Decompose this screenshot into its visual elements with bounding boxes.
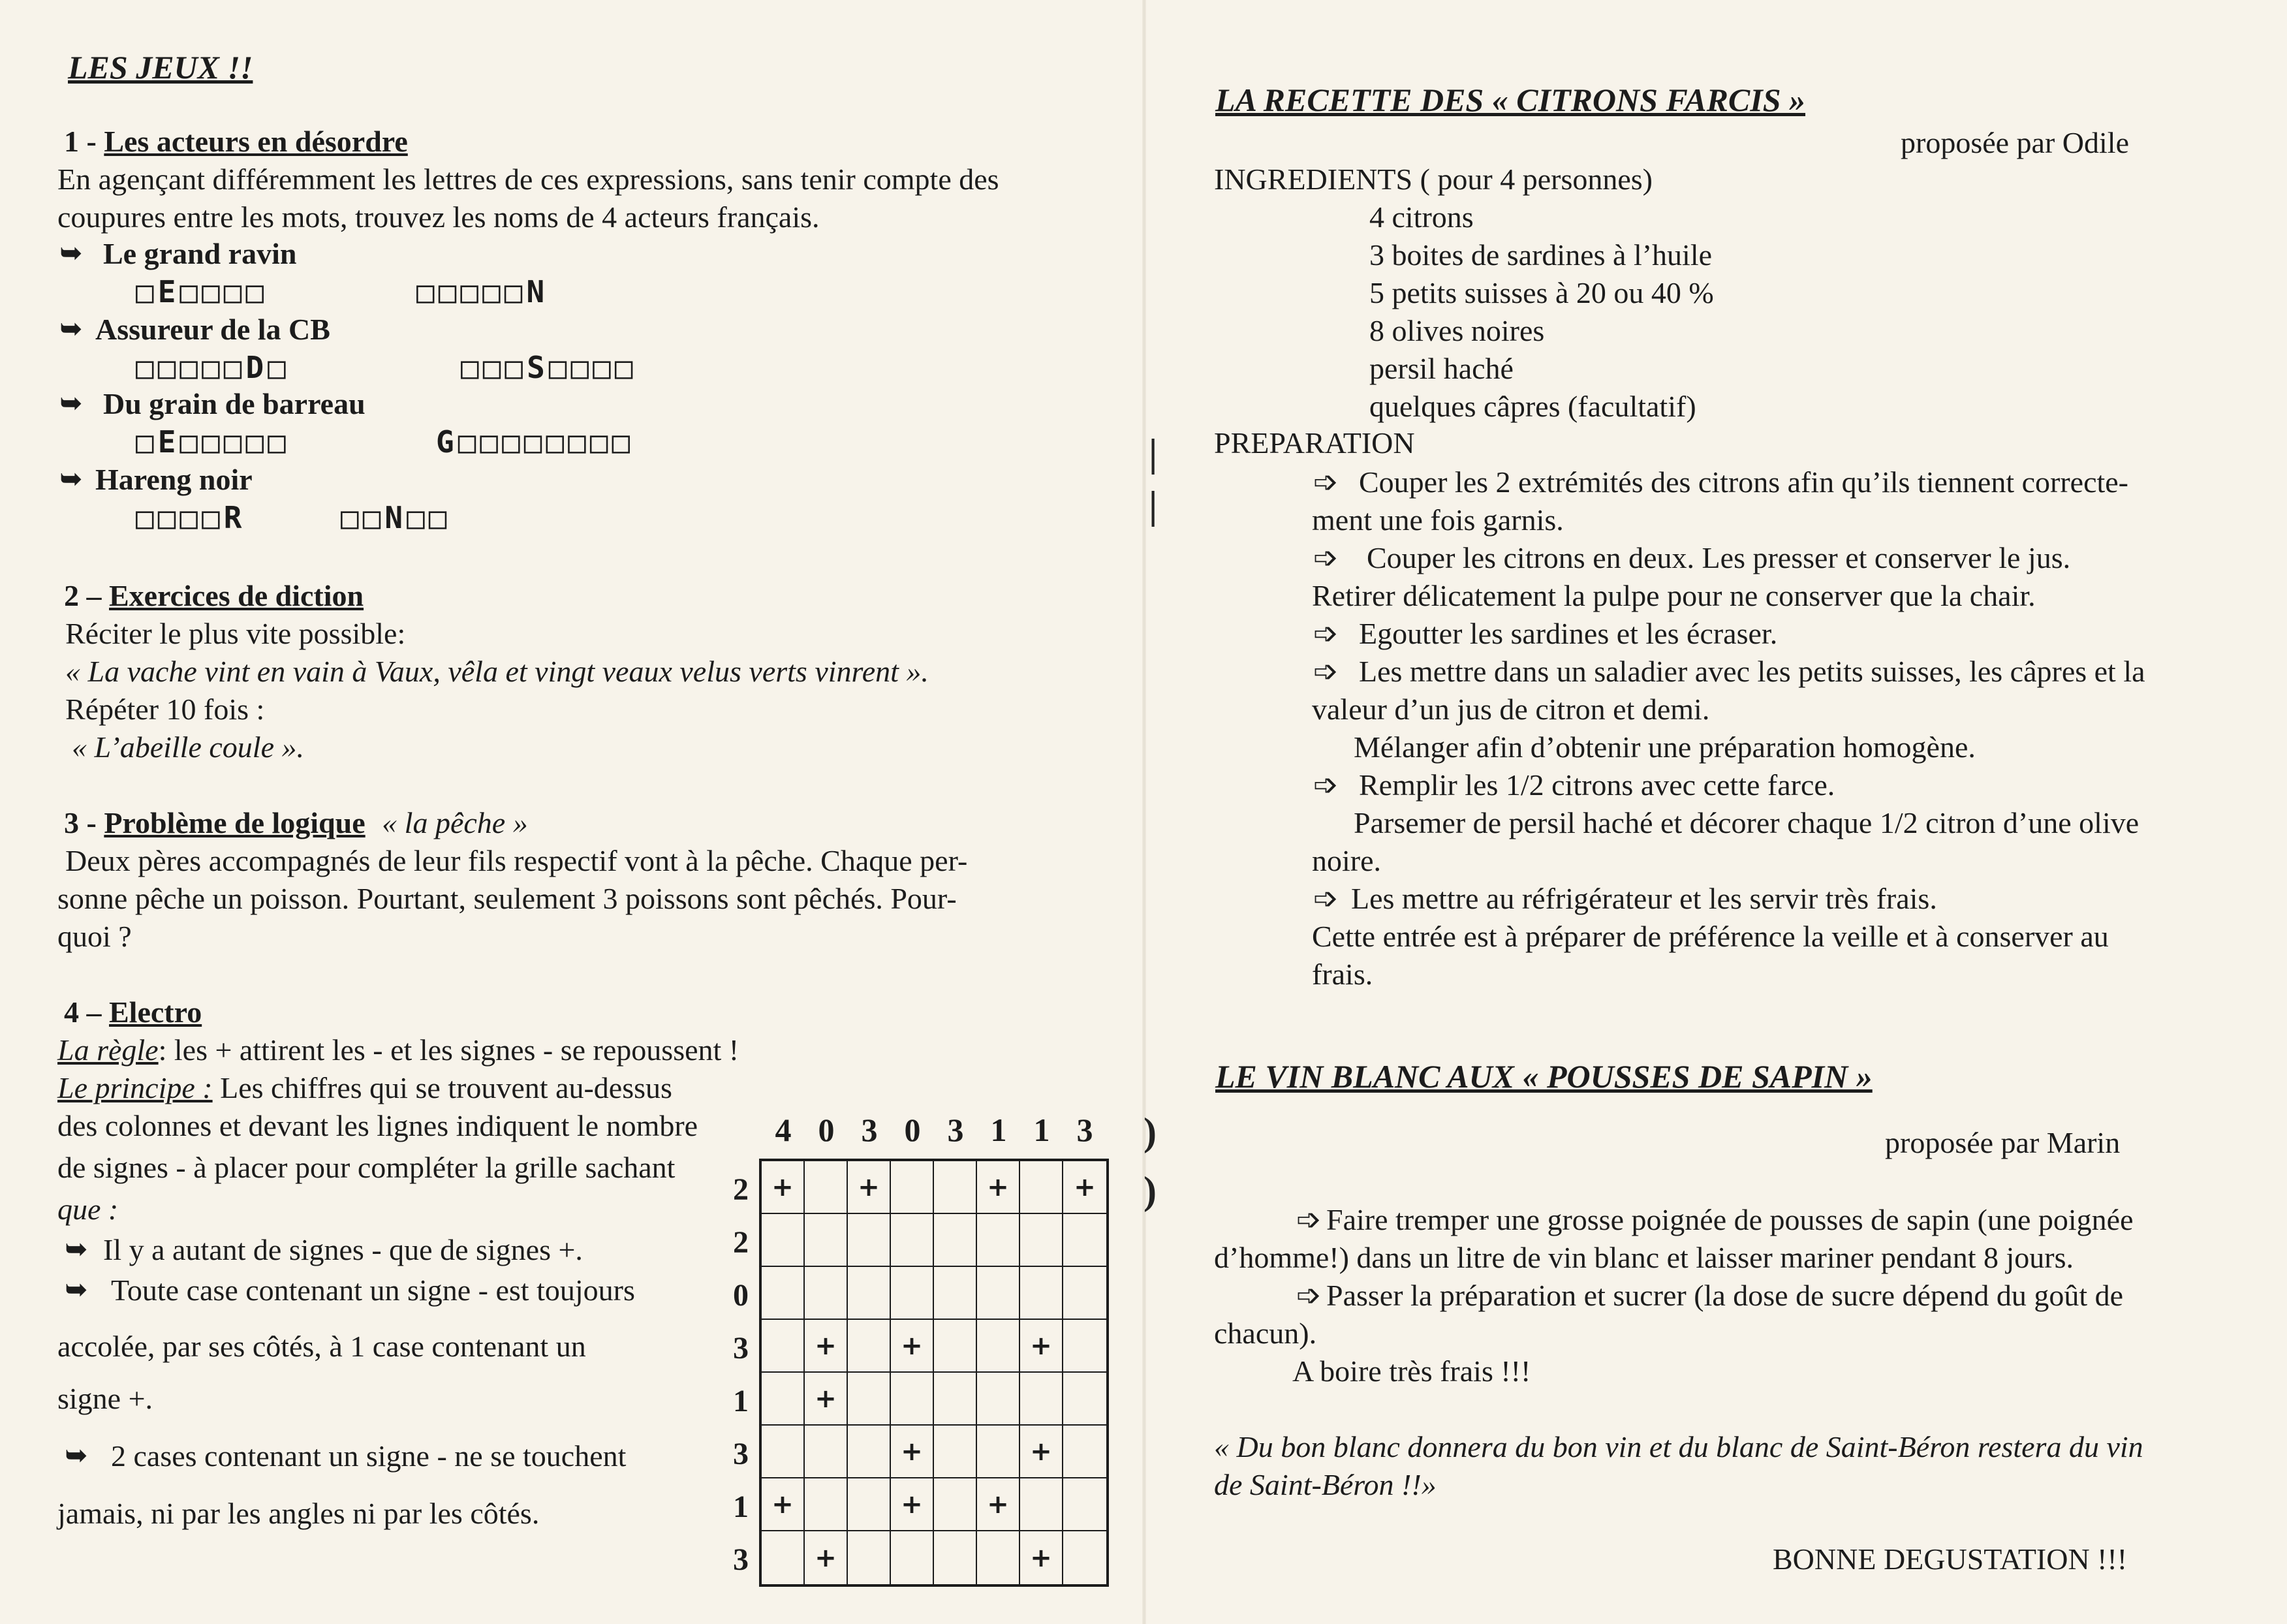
game2-tongue-twister: « La vache vint en vain à Vaux, vêla et vingt veaux velus verts vinrent ». [65,655,929,688]
recipe2-quote-line2: de Saint-Béron !!» [1214,1468,1437,1501]
arrow-icon: ➥ [65,1234,87,1264]
grid-cell [891,1214,934,1267]
game3-line2: sonne pêche un poisson. Pourtant, seulement 3 poissons sont pêchés. Pour- [57,882,957,915]
clue2-mask1: □□□□□D□ [136,350,290,385]
grid-cell [1020,1214,1063,1267]
game1-intro-line1: En agençant différemment les lettres de ces expressions, sans tenir compte des [57,163,999,196]
clue2-label: Assureur de la CB [95,313,330,346]
grid-cell: + [805,1531,848,1584]
grid-cell [934,1161,977,1214]
row-count: 3 [733,1542,749,1577]
ingredient: 5 petits suisses à 20 ou 40 % [1369,276,1714,309]
ingredient: 8 olives noires [1369,314,1545,347]
row-count: 2 [733,1172,749,1207]
recipe2-line: d’homme!) dans un litre de vin blanc et laisser mariner pendant 8 jours. [1214,1241,2074,1274]
column-count: 0 [818,1112,835,1148]
grid-cell [891,1531,934,1584]
clue2-mask2: □□□S□□□□ [461,350,637,385]
column-count: 1 [990,1112,1007,1148]
arrow-icon: ➩ [1313,617,1339,650]
recipe2-author: proposée par Marin [1885,1126,2121,1159]
grid-cell [762,1320,805,1373]
arrow-icon: ➥ [60,388,82,418]
grid-cell [805,1426,848,1478]
game4-heading: 4 – Electro [64,995,202,1029]
game4-rule: La règle: les + attirent les - et les signes - se repoussent ! [57,1033,739,1067]
arrow-icon: ➩ [1313,768,1339,802]
grid-cell [848,1531,891,1584]
game4-bullet3b: jamais, ni par les angles ni par les côtés. [57,1497,540,1530]
recipe2-line: Passer la préparation et sucrer (la dose de sucre dépend du goût de [1326,1279,2124,1312]
grid-cell [1020,1478,1063,1531]
grid-cell: + [891,1320,934,1373]
game4-bullet2b: accolée, par ses côtés, à 1 case contenant un [57,1330,586,1363]
recipe1-step: Egoutter les sardines et les écraser. [1359,617,1778,650]
binding-mark: | [1149,484,1158,527]
grid-cell: + [891,1478,934,1531]
grid-cell: + [1020,1426,1063,1478]
binding-mark: | [1149,431,1158,475]
game1-heading: 1 - Les acteurs en désordre [64,125,408,158]
grid-cell [977,1320,1020,1373]
grid-cell [891,1267,934,1320]
arrow-icon: ➩ [1296,1203,1322,1236]
game4-bullet3a: 2 cases contenant un signe - ne se touchent [111,1439,627,1473]
grid-cell [805,1161,848,1214]
arrow-icon: ➥ [60,464,82,493]
column-count: 3 [947,1112,964,1148]
row-count: 3 [733,1437,749,1471]
clue3-label: Du grain de barreau [103,387,366,420]
grid-cell [934,1426,977,1478]
grid-cell: + [762,1478,805,1531]
row-count: 1 [733,1384,749,1418]
game2-line3: Répéter 10 fois : [65,693,265,726]
grid-cell [977,1214,1020,1267]
grid-cell [762,1267,805,1320]
game2-heading: 2 – Exercices de diction [64,579,364,612]
grid-cell: + [762,1161,805,1214]
column-count: 1 [1033,1112,1050,1148]
recipe1-step: Couper les 2 extrémités des citrons afin qu’ils tiennent correcte- [1359,465,2128,499]
arrow-icon: ➥ [65,1441,87,1470]
game4-line4: de signes - à placer pour compléter la grille sachant [57,1151,676,1184]
grid-cell [1063,1478,1106,1531]
column-count: 0 [904,1112,921,1148]
ingredient: quelques câpres (facultatif) [1369,390,1696,423]
grid-cell [848,1478,891,1531]
clue1-mask1: □E□□□□ [136,274,268,309]
grid-cell [934,1267,977,1320]
grid-cell [762,1426,805,1478]
grid-cell: + [805,1373,848,1426]
recipe1-step: noire. [1312,844,1382,877]
clue1-mask2: □□□□□N [416,274,549,309]
grid-cell [762,1214,805,1267]
game4-line3: des colonnes et devant les lignes indiquent le nombre [57,1109,698,1142]
recipe2-line: chacun). [1214,1317,1317,1350]
grid-cell: + [1020,1531,1063,1584]
game3-line1: Deux pères accompagnés de leur fils respectif vont à la pêche. Chaque per- [65,844,968,877]
game4-line5: que : [57,1193,119,1226]
column-count: 4 [775,1112,792,1148]
recipe1-step: frais. [1312,958,1373,991]
recipe1-step: valeur d’un jus de citron et demi. [1312,693,1710,726]
grid-cell [934,1214,977,1267]
game3-line3: quoi ? [57,920,132,953]
recipe1-step: Les mettre au réfrigérateur et les servir très frais. [1351,882,1937,915]
game2-line1: Réciter le plus vite possible: [65,617,406,650]
game4-bullet1: Il y a autant de signes - que de signes +. [103,1233,583,1266]
arrow-icon: ➩ [1296,1279,1322,1312]
game4-principle: Le principe : Les chiffres qui se trouvent au-dessus [57,1071,672,1104]
grid-cell [1063,1214,1106,1267]
grid-cell [848,1320,891,1373]
grid-cell [934,1320,977,1373]
ingredient: 4 citrons [1369,200,1474,234]
grid-cell [805,1478,848,1531]
recipe1-step: Parsemer de persil haché et décorer chaque 1/2 citron d’une olive [1354,806,2139,839]
grid-cell [1020,1161,1063,1214]
grid-cell [891,1373,934,1426]
grid-cell [848,1214,891,1267]
grid-cell [1063,1373,1106,1426]
grid-cell [848,1426,891,1478]
grid-cell: + [1063,1161,1106,1214]
grid-cell: + [977,1478,1020,1531]
preparation-label: PREPARATION [1214,426,1415,460]
games-title: LES JEUX !! [68,49,253,86]
game3-heading: 3 - Problème de logique « la pêche » [64,806,528,839]
arrow-icon: ➩ [1313,465,1339,499]
arrow-icon: ➥ [65,1275,87,1304]
recipe1-step: Retirer délicatement la pulpe pour ne conserver que la chair. [1312,579,2036,612]
game2-tongue-twister-2: « L’abeille coule ». [72,730,304,764]
column-count: 3 [861,1112,878,1148]
game4-bullet2a: Toute case contenant un signe - est toujours [111,1273,635,1307]
grid-cell [848,1267,891,1320]
recipe1-author: proposée par Odile [1901,126,2129,159]
arrow-icon: ➩ [1313,882,1339,915]
grid-cell [891,1161,934,1214]
recipe1-step: Remplir les 1/2 citrons avec cette farce. [1359,768,1835,802]
grid-cell [1063,1320,1106,1373]
game1-intro-line2: coupures entre les mots, trouvez les noms de 4 acteurs français. [57,200,820,234]
recipe1-step: ment une fois garnis. [1312,503,1564,537]
column-count: 3 [1076,1112,1093,1148]
ingredients-label: INGREDIENTS ( pour 4 personnes) [1214,163,1653,196]
recipe1-step: Couper les citrons en deux. Les presser et conserver le jus. [1367,541,2071,574]
grid-cell: + [1020,1320,1063,1373]
recipe2-line: Faire tremper une grosse poignée de pousses de sapin (une poignée [1326,1203,2134,1236]
recipe1-step: Mélanger afin d’obtenir une préparation homogène. [1354,730,1976,764]
arrow-icon: ➩ [1313,541,1339,574]
game4-bullet2c: signe +. [57,1382,153,1415]
binding-mark: ) [1144,1110,1157,1153]
recipe2-quote-line1: « Du bon blanc donnera du bon vin et du blanc de Saint-Béron restera du vin [1214,1430,2143,1463]
grid-cell [848,1373,891,1426]
arrow-icon: ➥ [60,238,82,268]
grid-cell [1063,1531,1106,1584]
right-page [1144,0,2287,1624]
grid-cell: + [848,1161,891,1214]
grid-cell [977,1267,1020,1320]
grid-cell: + [805,1320,848,1373]
grid-cell [977,1531,1020,1584]
grid-cell [1020,1373,1063,1426]
row-count: 3 [733,1331,749,1366]
grid-cell [1020,1267,1063,1320]
grid-cell [805,1267,848,1320]
grid-cell [762,1531,805,1584]
clue4-mask2: □□N□□ [341,500,451,535]
grid-cell [977,1373,1020,1426]
recipe1-title: LA RECETTE DES « CITRONS FARCIS » [1215,82,1806,118]
recipe2-title: LE VIN BLANC AUX « POUSSES DE SAPIN » [1215,1058,1873,1095]
grid-cell [1063,1426,1106,1478]
clue1-label: Le grand ravin [103,237,297,270]
row-count: 2 [733,1225,749,1260]
grid-cell: + [891,1426,934,1478]
arrow-icon: ➩ [1313,655,1339,688]
row-count: 0 [733,1278,749,1313]
clue4-mask1: □□□□R [136,500,246,535]
closing-text: BONNE DEGUSTATION !!! [1773,1542,2128,1576]
grid-cell [934,1373,977,1426]
grid-cell [762,1373,805,1426]
clue3-mask2: G□□□□□□□□ [436,424,634,460]
grid-cell: + [977,1161,1020,1214]
ingredient: 3 boites de sardines à l’huile [1369,238,1713,272]
ingredient: persil haché [1369,352,1514,385]
grid-cell [934,1531,977,1584]
electro-grid [759,1159,1109,1587]
arrow-icon: ➥ [60,314,82,343]
grid-cell [977,1426,1020,1478]
grid-cell [934,1478,977,1531]
recipe1-step: Cette entrée est à préparer de préférence la veille et à conserver au [1312,920,2109,953]
clue4-label: Hareng noir [95,463,253,496]
recipe2-line: A boire très frais !!! [1292,1354,1531,1388]
grid-cell [805,1214,848,1267]
row-count: 1 [733,1490,749,1524]
recipe1-step: Les mettre dans un saladier avec les petits suisses, les câpres et la [1359,655,2145,688]
binding-mark: ) [1144,1169,1157,1212]
grid-cell [1063,1267,1106,1320]
clue3-mask1: □E□□□□□ [136,424,290,460]
